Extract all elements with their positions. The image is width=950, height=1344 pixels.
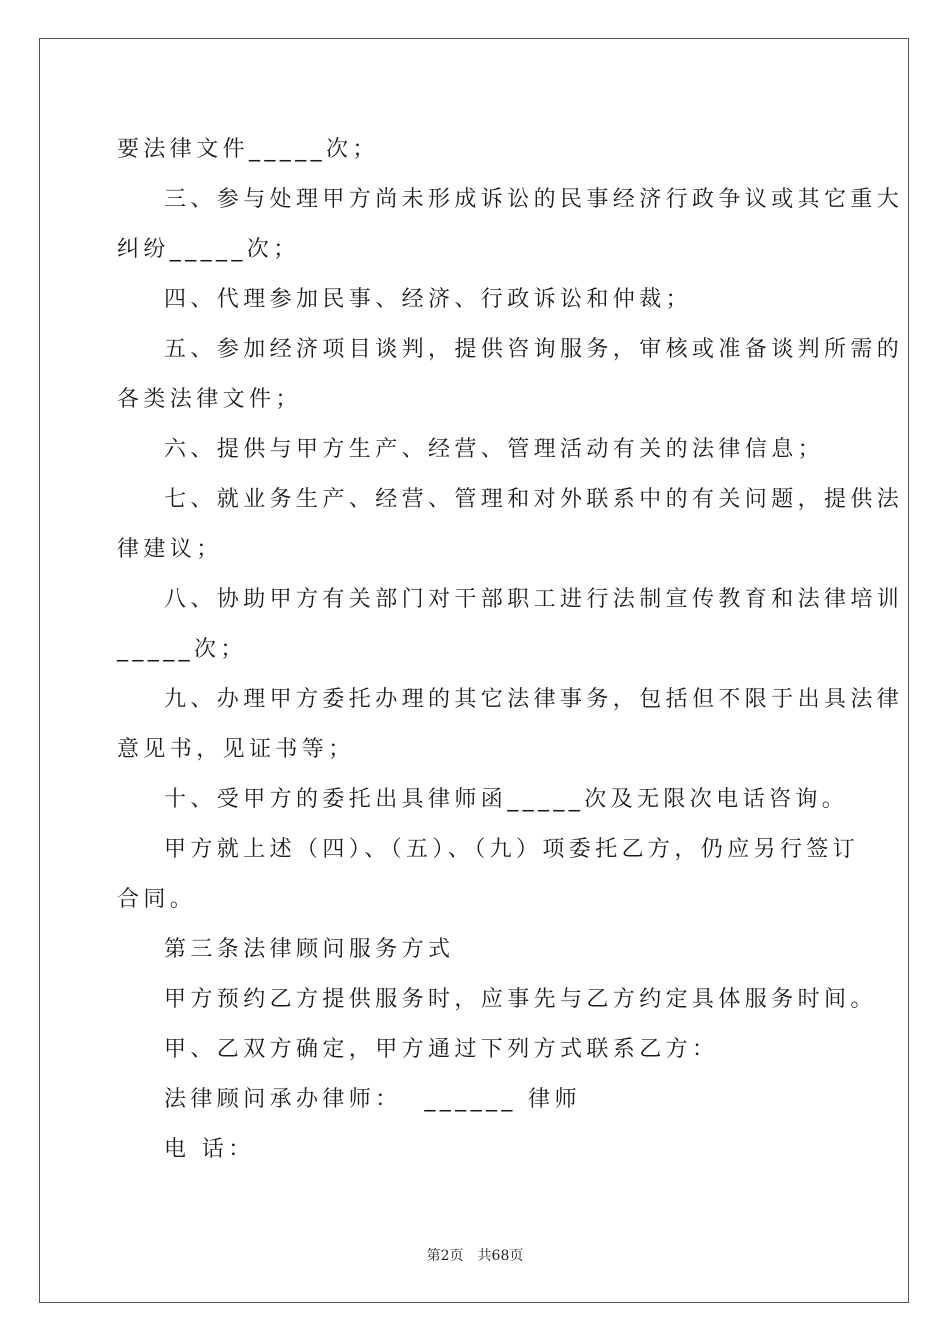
text-line: 合同。 [117,887,197,912]
section-heading: 第三条法律顾问服务方式 [164,937,455,962]
text-line: 要法律文件_____次； [117,137,379,162]
text-line: _____次； [117,637,247,662]
text-line: 意见书，见证书等； [117,737,355,762]
text-line: 十、受甲方的委托出具律师函_____次及无限次电话咨询。 [164,787,849,812]
text-line: 电 话： [164,1137,255,1162]
text-line: 九、办理甲方委托办理的其它法律事务，包括但不限于出具法律 [164,687,904,712]
text-line: 甲方预约乙方提供服务时，应事先与乙方约定具体服务时间。 [164,987,877,1012]
page-number: 第2页 共68页 [426,1248,524,1264]
text-line: 八、协助甲方有关部门对干部职工进行法制宣传教育和法律培训 [164,587,904,612]
text-line: 律建议； [117,537,223,562]
text-line: 五、参加经济项目谈判，提供咨询服务，审核或准备谈判所需的 [164,337,904,362]
text-line: 法律顾问承办律师： ______ 律师 [164,1087,581,1112]
text-line: 三、参与处理甲方尚未形成诉讼的民事经济行政争议或其它重大 [164,187,904,212]
text-line: 七、就业务生产、经营、管理和对外联系中的有关问题，提供法 [164,487,904,512]
text-line: 各类法律文件； [117,387,302,412]
text-line: 六、提供与甲方生产、经营、管理活动有关的法律信息； [164,437,825,462]
text-line: 纠纷_____次； [117,237,300,262]
text-line: 四、代理参加民事、经济、行政诉讼和仲裁； [164,287,693,312]
text-line: 甲方就上述（四）、（五）、（九）项委托乙方，仍应另行签订 [164,837,860,862]
text-line: 甲、乙双方确定，甲方通过下列方式联系乙方： [164,1037,719,1062]
